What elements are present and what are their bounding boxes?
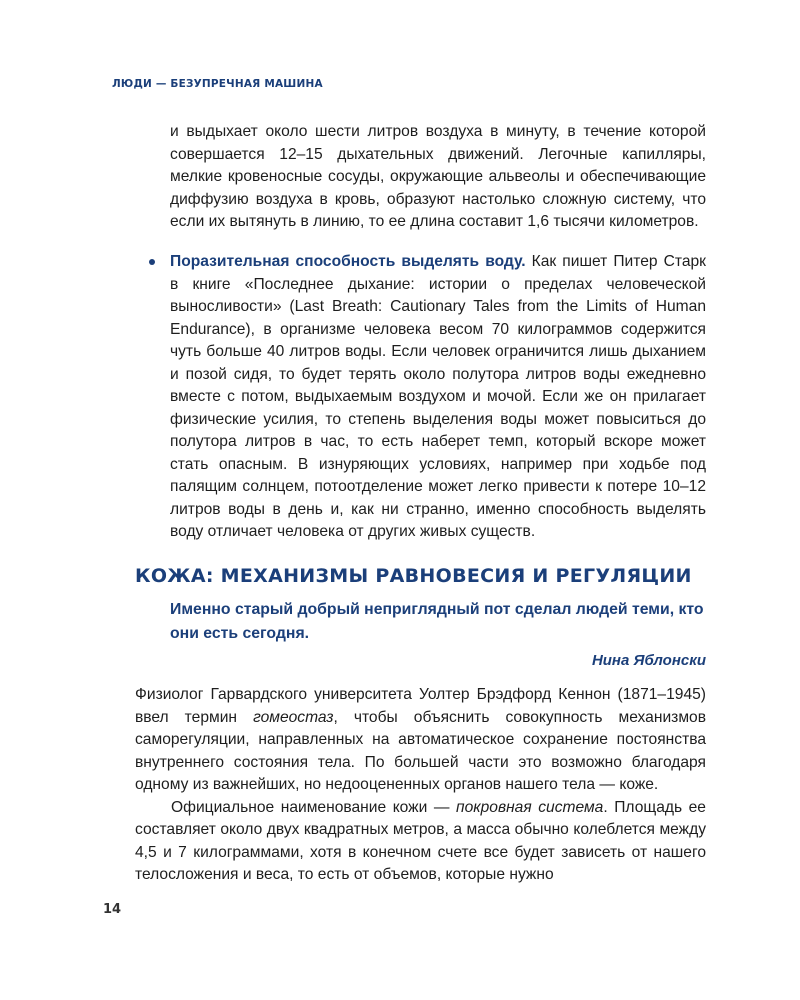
running-header: ЛЮДИ — БЕЗУПРЕЧНАЯ МАШИНА bbox=[112, 78, 323, 90]
paragraph-homeostasis bbox=[135, 684, 706, 797]
continued-text: и выдыхает около шести литров воздуха в минуту, в течение которой совершается 12–15 дыхательных движений. Легочные капилляры, мелкие кровеносные сосуды, окружающие альвеолы и обеспечивающие диффузию воздуха в кровь, образуют настолько сложную систему, что если их вытянуть в линию, то ее длина составит 1,6 тысячи километров. bbox=[170, 123, 706, 230]
epigraph-text: Именно старый добрый неприглядный пот сделал людей теми, кто они есть сегодня. bbox=[170, 601, 704, 642]
continued-paragraph bbox=[170, 121, 706, 234]
paragraph-skin bbox=[135, 797, 706, 887]
body-text bbox=[135, 684, 706, 887]
italic-term: гомеостаз bbox=[253, 708, 334, 726]
bullet-lead: Поразительная способность выделять воду. bbox=[170, 253, 526, 270]
bullet-text: Как пишет Питер Старк в книге «Последнее дыхание: истории о пределах человеческой выносливости» (Last Breath: Cautionary Tales from the Limits of Human Endurance), в организме человека весом 70 килограммов содержится чуть больше 40 литров воды. Если человек ограничится лишь дыханием и позой сидя, то будет терять около полутора литров воды ежедневно вместе с потом, выдыхаемым воздухом и мочой. Если же он прилагает физические усилия, то степень выделения воды может повыситься до полутора литров в час, то есть наберет темп, который вскоре может стать опасным. В изнуряющих условиях, например при ходьбе под палящим солнцем, потоотделение может легко привести к потере 10–12 литров воды в день и, как ни странно, именно способность выделять воду отличает человека от других живых существ. bbox=[170, 253, 707, 540]
paragraph-text: , чтобы объяснить совокупность механизмов саморегуляции, направленных на автоматическое сохранение постоянства внутреннего состояния тела. По большей части это возможно благодаря одному из важнейших, но недооцененных органов нашего тела — коже. bbox=[135, 708, 706, 793]
page-number: 14 bbox=[103, 902, 122, 917]
paragraph-text: Физиолог Гарвардского университета Уолтер Брэдфорд Кеннон (1871–1945) ввел термин bbox=[135, 686, 706, 726]
epigraph-author: Нина Яблонски bbox=[591, 652, 706, 669]
epigraph bbox=[170, 598, 706, 669]
bullet-marker-icon bbox=[149, 259, 155, 265]
section-heading: КОЖА: МЕХАНИЗМЫ РАВНОВЕСИЯ И РЕГУЛЯЦИИ bbox=[135, 565, 692, 587]
bullet-paragraph bbox=[170, 251, 706, 544]
bullet-list-item bbox=[170, 251, 706, 544]
italic-term: покровная система bbox=[456, 798, 604, 816]
paragraph-text: . Площадь ее составляет около двух квадратных метров, а масса обычно колеблется между 4,5 и 7 килограммами, хотя в конечном счете все будет зависеть от нашего телосложения и веса, то есть от объемов, которые нужно bbox=[135, 798, 706, 883]
paragraph-text: Официальное наименование кожи — bbox=[171, 798, 456, 816]
